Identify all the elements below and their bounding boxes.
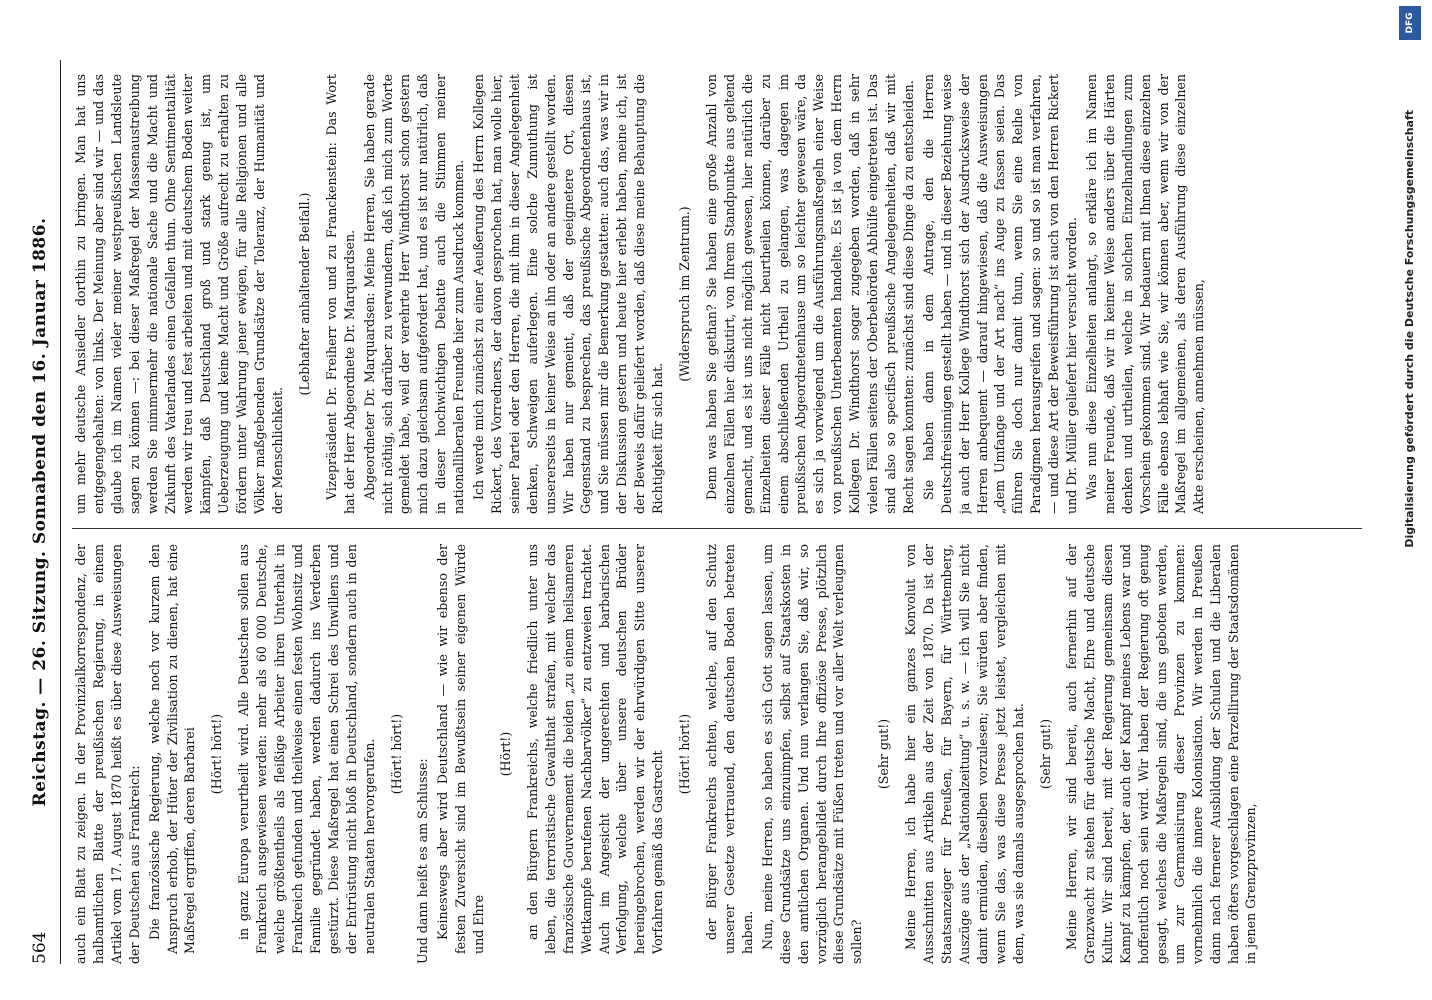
interjection: (Hört! hört!) (388, 713, 404, 795)
credit-text: Digitalisierung gefördert durch die Deutsche Forschungsgemeinschaft (1403, 110, 1416, 548)
paragraph: Keineswegs aber wird Deutschland — wie wir ebenso der festen Zuversicht sind im Bewußtsein seiner eigenen Würde und Ehre (435, 544, 487, 954)
page-number: 564 (30, 931, 50, 964)
interjection: (Widerspruch im Zentrum.) (677, 206, 692, 382)
paragraph: Was nun diese Einzelheiten anlangt, so erkläre ich im Namen meiner Freunde, daß wir in keiner Weise anders über die Härten denken und urtheilen, welche in solchen Einzelhandlungen zum Vorschein gekommen sind. Wir bedauern mit Ihnen diese einzelnen Fälle ebenso lebhaft wie Sie, wir können aber, wenn wir von der Maßregel im allgemeinen, als deren Ausführung diese einzelnen Akte erscheinen, annehmen müssen, (1083, 74, 1207, 514)
interjection: (Sehr gut!) (876, 718, 892, 790)
paragraph: auch ein Blatt zu zeigen. In der Provinzialkorrespondenz, der halbamtlichen Blatte der preußischen Regierung, in einem Artikel vom 17. August 1870 heißt es über diese Ausweisungen der Deutschen aus Frankreich: (73, 544, 142, 964)
paragraph: Sie haben dann in dem Antrage, den die Herren Deutschfreisinnigen gestellt haben — und in dieser Beziehung weise ja auch der Herr Kollege Windthorst sich der Ausdrucksweise der Herren anbequemt — darauf hingewiesen, daß die Ausweisungen „dem Umfange und der Art nach“ ins Auge zu fassen seien. Das führen Sie doch nur damit thun, wenn Sie eine Reihe von Paradigmen herausgreifen und sagen: so und so ist man verfahren, — und diese Art der Beweisführung ist auch von den Herren Rickert und Dr. Müller geliefert hier versucht worden. (920, 74, 1080, 514)
column-divider (72, 528, 1362, 529)
interjection: (Sehr gut!) (1037, 718, 1053, 790)
interjection: (Hört! hört!) (677, 713, 693, 795)
paragraph: Denn was haben Sie gethan? Sie haben eine große Anzahl von einzelnen Fällen hier diskutirt, von Ihrem Standpunkte aus geltend gemacht, und es ist uns nicht möglich gewesen, hier natürlich die Einzelheiten dieser Fälle nicht beurtheilen können, darüber zu einem abschließenden Urtheil zu gelangen, was dagegen im preußischen Abgeordnetenhause um so leichter gewesen wäre, da es sich ja vorwiegend um die Ausführungsmaßregeln einer Weise von preußischen Unterbeamten handelte. Es ist ja von dem Herrn Kollegen Dr. Windthorst sogar zugegeben worden, daß in sehr vielen Fällen seitens der Oberbehörden Abhülfe eingetreten ist. Das sind also so specifisch preußische Angelegenheiten, daß wir mit Recht sagen konnten: zunächst sind diese Dinge da zu entscheiden. (703, 74, 916, 514)
interjection: (Hört! hört!) (209, 713, 225, 795)
paragraph: Und dann heißt es am Schlusse: (415, 758, 431, 964)
interjection: (Hört!) (498, 731, 514, 777)
paragraph: an den Bürgern Frankreichs, welche friedlich unter uns leben, die terroristische Gewaltthat strafen, mit welcher das französische Gouvernement die beiden „zu einem heilsameren Wettkampfe berufenen Nachbarvölker“ zu entzweien trachtet. Auch im Angesicht der ungerechten und barbarischen Verfolgung, welche über unsere deutschen Brüder hereingebrochen, werden wir der ehrwürdigen Sitte unserer Vorfahren gemäß das Gastrecht (524, 544, 666, 954)
paragraph: Nun, meine Herren, so haben es sich Gott sagen lassen, um diese Grundsätze uns einzuimpfen, selbst auf Staatskosten in den amtlichen Organen. Und nun verlangen Sie, daß wir, so vorzüglich herangebildet durch Ihre offiziöse Presse, plötzlich diese Grundsätze mit Füßen treten und vor aller Welt verleugnen sollen? (759, 544, 865, 964)
page-title: Reichstag. — 26. Sitzung. Sonnabend den 16. Januar 1886. (30, 217, 50, 807)
page-header (26, 60, 61, 964)
paragraph: Meine Herren, ich habe hier ein ganzes Konvolut von Ausschnitten aus Artikeln aus der Zeit von 1870. Da ist der Staatsanzeiger für Preußen, für Bayern, für Württemberg, Auszüge aus der „Nationalzeitung“ u. s. w. — ich will Sie nicht damit ermüden, dieselben vorzulesen; Sie würden aber finden, wenn Sie das, was diese Presse jetzt leistet, vergleichen mit dem, was sie damals ausgesprochen hat. (903, 544, 1026, 964)
paragraph: Abgeordneter Dr. Marquardsen: Meine Herren, Sie haben gerade nicht nöthig, sich darüber zu verwundern, daß ich mich zum Worte gemeldet habe, weil der verehrte Herr Windthorst schon gestern mich dazu gleichsam aufgefordert hat, und es ist nur natürlich, daß in dieser hochwichtigen Debatte auch die Stimmen meiner nationalliberalen Freunde hier zum Ausdruck kommen. (361, 74, 467, 514)
paragraph: der Bürger Frankreichs achten, welche, auf den Schutz unserer Gesetze vertrauend, den deutschen Boden betreten haben. (704, 544, 755, 954)
interjection: (Lebhafter anhaltender Beifall.) (296, 192, 312, 396)
right-column (72, 74, 1362, 514)
paragraph: Ich werde mich zunächst zu einer Aeußerung des Herrn Kollegen Rickert, des Vorredners, der davon gesprochen hat, man wolle hier, seiner Partei oder den Herren, die mit ihm in dieser Angelegenheit denken, Schweigen auferlegen. Eine solche Zumuthung ist unsererseits in keiner Weise an ihn oder an andere gestellt worden. Wir haben nur gemeint, daß der geeignetere Ort, diesen Gegenstand zu besprechen, das preußische Abgeordnetenhaus ist, und Sie müssen mir die Bemerkung gestatten: auch das, was wir in der Diskussion gestern und heute hier erlebt haben, meine ich, ist der Beweis dafür geliefert worden, daß diese meine Behauptung die Richtigkeit für sich hat. (471, 74, 666, 514)
digitization-credit (1399, 110, 1421, 980)
left-column (72, 544, 1362, 964)
dfg-logo: DFG (1399, 6, 1421, 40)
paragraph: in ganz Europa verurtheilt wird. Alle Deutschen sollen aus Frankreich ausgewiesen werden: mehr als 60 000 Deutsche, welche größtentheils als fleißige Arbeiter ihren Unterhalt in Frankreich gefunden und theilweise einen festen Wohnsitz und Familie gegründet haben, werden dadurch ins Verderben gestürzt. Diese Maßregel hat einen Schrei des Unwillens und der Entrüstung nicht bloß in Deutschland, sondern auch in den neutralen Staaten hervorgerufen. (236, 544, 377, 954)
paragraph: Meine Herren, wir sind bereit, auch fernerhin auf der Grenzwacht zu stehen für deutsche Macht, Ehre und deutsche Kultur. Wir sind bereit, mit der Regierung gemeinsam diesen Kampf zu kämpfen, der auch der Kampf meines Lebens war und hoffentlich noch sein wird. Wir haben der Regierung oft genug gesagt, welches die Maßregeln sind, die uns geboten werden, um zur Germanisirung dieser Provinzen zu kommen: vornehmlich die innere Kolonisation. Wir werden in Preußen dann nach fernerer Ausbildung der Schulen und die Liberalen haben öfters vorgeschlagen eine Parzellirung der Staatsdomänen in jenen Grenzprovinzen, (1064, 544, 1259, 964)
paragraph: Die französische Regierung, welche noch vor kurzem den Anspruch erhob, der Hüter der Zivilisation zu dienen, hat eine Maßregel ergriffen, deren Barbarei (146, 544, 198, 954)
paragraph: Vizepräsident Dr. Freiherr von und zu Franckenstein: Das Wort hat der Herr Abgeordnete Dr. Marquardsen. (323, 74, 357, 514)
paragraph: um mehr deutsche Ansiedler dorthin zu bringen. Man hat uns entgegengehalten: von links. Der Meinung aber sind wir — und das glaube ich im Namen vieler meiner westpreußischen Landsleute sagen zu können —: bei dieser Maßregel der Massenaustreibung werden Sie nimmermehr die nationale Sache und die Macht und Zukunft des Vaterlandes einen Gefallen thun. Ohne Sentimentalität werden wir treu und fest arbeiten und mit deutschem Boden weiter kämpfen, daß Deutschland groß und stark genug ist, um Ueberzeugung und keine Macht und Größe aufrecht zu erhalten zu fördern unter Wahrung jener ewigen, für alle Religionen und alle Völker maßgebenden Grundsätze der Toleranz, der Humanität und der Menschlichkeit. (73, 74, 285, 514)
